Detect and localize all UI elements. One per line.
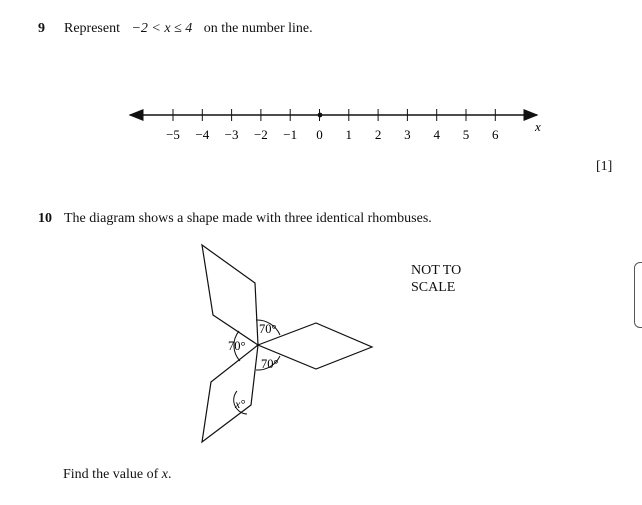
not-to-scale-note <box>411 262 461 296</box>
tick-label: −5 <box>166 127 180 142</box>
angle-label-left: 70° <box>228 339 246 353</box>
tick-label: 3 <box>404 127 411 142</box>
angle-label-top: 70° <box>259 322 277 336</box>
prompt-before: Find the value of <box>63 467 162 482</box>
question-10-text: The diagram shows a shape made with three identical rhombuses. <box>64 211 432 226</box>
rhombus-upper <box>202 245 258 345</box>
tick-label: −1 <box>283 127 298 142</box>
question-10-prompt <box>63 467 171 483</box>
prompt-variable: x <box>161 467 168 482</box>
question-9-mark: [1] <box>596 159 613 174</box>
tick-label: −2 <box>253 127 268 142</box>
tick-label: 5 <box>462 127 470 142</box>
tick-label: −3 <box>224 127 239 142</box>
tick-label: −4 <box>195 127 210 142</box>
prompt-after: . <box>167 467 172 482</box>
tick-label: 1 <box>345 127 353 142</box>
question-9-text-after: on the number line. <box>203 21 313 36</box>
tick-label: 6 <box>492 127 499 142</box>
tick-label: 0 <box>316 127 323 142</box>
number-line-x-label: x <box>535 119 541 134</box>
question-9-number: 9 <box>38 21 45 36</box>
question-10-number: 10 <box>38 211 52 226</box>
angle-label-bottom: 70° <box>261 357 279 371</box>
tick-label: 2 <box>374 127 382 142</box>
note-line-1: NOT TO <box>411 263 462 278</box>
side-tab <box>634 262 642 328</box>
angle-label-x: x° <box>235 397 246 411</box>
rhombus-lower <box>202 345 258 442</box>
note-line-2: SCALE <box>411 280 456 295</box>
tick-label: 4 <box>433 127 440 142</box>
question-9-inequality: −2 < x ≤ 4 <box>131 21 193 36</box>
question-9-text-before: Represent <box>64 21 120 36</box>
